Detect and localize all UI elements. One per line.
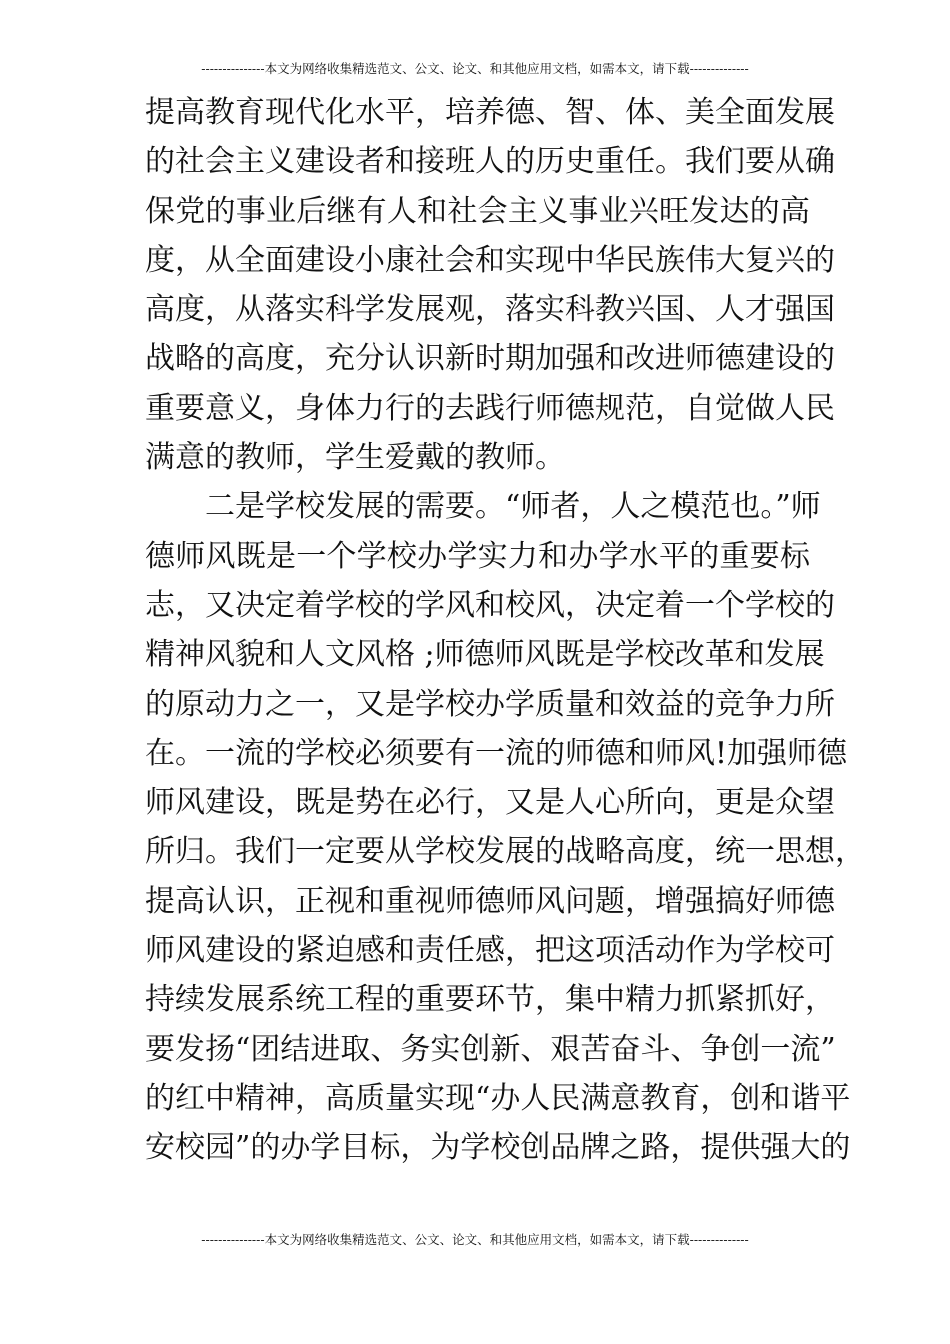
text-line: 所归。我们一定要从学校发展的战略高度，统一思想， [145,834,865,870]
paragraph [145,88,835,482]
text-line: 德师风既是一个学校办学实力和办学水平的重要标 [145,538,810,574]
paragraph [145,482,865,1172]
text-line: 精神风貌和人文风格 ;师德师风既是学校改革和发展 [145,637,825,673]
text-line: 战略的高度，充分认识新时期加强和改进师德建设的 [145,341,835,377]
text-line: 在。一流的学校必须要有一流的师德和师风!加强师德 [145,735,848,771]
text-line: 师风建设的紧迫感和责任感，把这项活动作为学校可 [145,933,835,969]
text-line: 度，从全面建设小康社会和实现中华民族伟大复兴的 [145,242,835,278]
text-line: 的红中精神，高质量实现“办人民满意教育，创和谐平 [145,1080,851,1116]
text-line: 师风建设，既是势在必行，又是人心所向，更是众望 [145,785,835,821]
text-line: 二是学校发展的需要。“师者，人之模范也。”师 [205,489,821,525]
document-body [145,88,865,1173]
text-line: 持续发展系统工程的重要环节，集中精力抓紧抓好， [145,982,835,1018]
text-line: 保党的事业后继有人和社会主义事业兴旺发达的高 [145,193,810,229]
text-line: 安校园”的办学目标，为学校创品牌之路，提供强大的 [145,1130,851,1166]
text-line: 的原动力之一，又是学校办学质量和效益的竞争力所 [145,686,835,722]
page-footer: ---------------本文为网络收集精选范文、公文、论文、和其他应用文档，如需本文，请下载-------------- [201,1232,749,1247]
text-line: 要发扬“团结进取、务实创新、艰苦奋斗、争创一流” [145,1031,836,1067]
text-line: 重要意义，身体力行的去践行师德规范，自觉做人民 [145,390,835,426]
text-line: 提高教育现代化水平，培养德、智、体、美全面发展 [145,95,835,130]
text-line: 的社会主义建设者和接班人的历史重任。我们要从确 [145,144,835,180]
text-line: 提高认识，正视和重视师德师风问题，增强搞好师德 [145,883,835,919]
text-line: 满意的教师，学生爱戴的教师。 [145,440,565,476]
page-header: ---------------本文为网络收集精选范文、公文、论文、和其他应用文档，如需本文，请下载-------------- [201,61,749,76]
text-line: 志，又决定着学校的学风和校风，决定着一个学校的 [145,587,835,623]
text-line: 高度，从落实科学发展观，落实科教兴国、人才强国 [145,292,835,328]
